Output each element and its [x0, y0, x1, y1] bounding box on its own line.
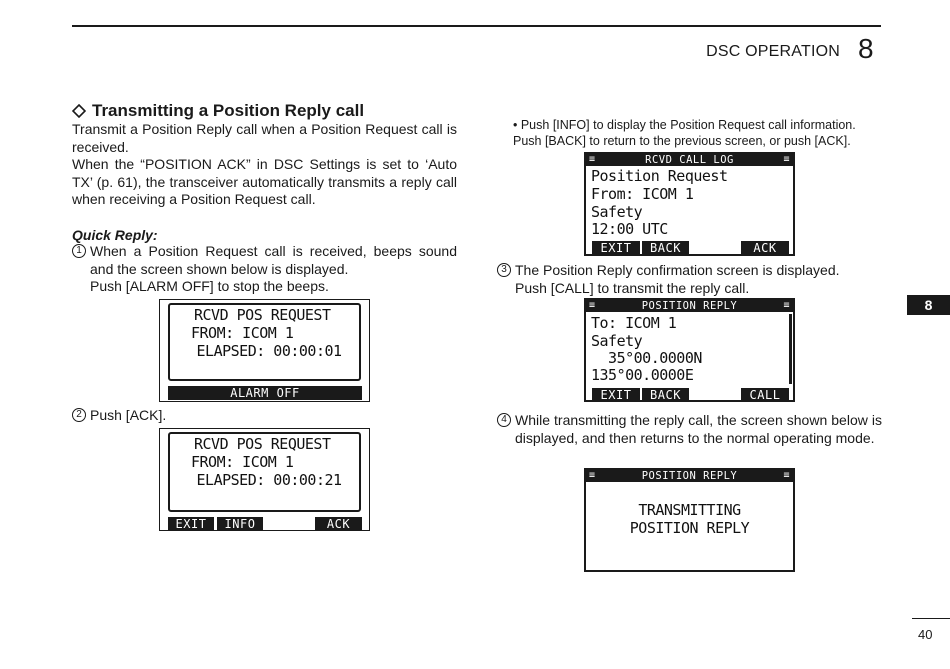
- lcd-line: ELAPSED: 00:00:21: [188, 471, 342, 489]
- section-title: [72, 101, 364, 121]
- step-text-2: Push [CALL] to transmit the reply call.: [515, 279, 750, 296]
- lcd-line: Safety: [591, 203, 643, 221]
- menu-icon: ≡: [589, 300, 596, 311]
- lcd-title: RCVD CALL LOG: [645, 154, 734, 166]
- menu-icon: ≡: [783, 154, 790, 165]
- lcd-title: POSITION REPLY: [641, 470, 738, 482]
- softkey-exit[interactable]: EXIT: [592, 388, 640, 402]
- menu-icon: ≡: [589, 154, 596, 165]
- step-text: Push [ACK].: [90, 407, 167, 423]
- quick-reply-heading: Quick Reply:: [72, 227, 158, 243]
- section-header: DSC OPERATION: [706, 43, 840, 60]
- lcd-line: RCVD POS REQUEST: [194, 435, 331, 453]
- step-3: [497, 262, 882, 297]
- lcd-screen-ack: [159, 428, 370, 531]
- lcd-line: POSITION REPLY: [629, 519, 750, 537]
- softkey-call[interactable]: CALL: [741, 388, 789, 402]
- softkey-back[interactable]: BACK: [642, 388, 689, 402]
- step-marker: 3: [497, 263, 511, 277]
- lcd-title-bar: [586, 300, 793, 312]
- chapter-number: 8: [858, 33, 874, 64]
- softkey-back[interactable]: BACK: [642, 241, 689, 255]
- lcd-line: From: ICOM 1: [591, 185, 694, 203]
- lcd-title-bar: [586, 154, 793, 166]
- scrollbar[interactable]: [789, 314, 792, 384]
- softkey-ack[interactable]: ACK: [315, 517, 362, 531]
- softkey-alarm-off[interactable]: ALARM OFF: [168, 386, 362, 400]
- intro-paragraph-1: Transmit a Position Reply call when a Position Request call is received.: [72, 121, 457, 155]
- info-bullet: • Push [INFO] to display the Position Request call information. Push [BACK] to return to the previous screen, or push [ACK].: [513, 118, 856, 148]
- lcd-screen-transmitting: [584, 468, 795, 572]
- page-number: 40: [918, 627, 933, 642]
- footer-rule: [912, 618, 950, 619]
- header-rule: [72, 25, 881, 27]
- lcd-screen-call-log: [584, 152, 795, 256]
- lcd-line: FROM: ICOM 1: [191, 453, 294, 471]
- lcd-line: ELAPSED: 00:00:01: [188, 342, 342, 360]
- lcd-line: 135°00.0000E: [591, 366, 694, 384]
- lcd-line: RCVD POS REQUEST: [194, 306, 331, 324]
- lcd-screen-position-reply: [584, 298, 795, 402]
- step-text-2: Push [ALARM OFF] to stop the beeps.: [90, 278, 329, 294]
- lcd-line: 12:00 UTC: [591, 220, 668, 238]
- step-text: The Position Reply confirmation screen is displayed.: [515, 262, 840, 278]
- step-text: When a Position Request call is received, beeps sound and the screen shown below is displayed.: [90, 243, 457, 277]
- step-1: [72, 243, 457, 296]
- step-2: [72, 407, 272, 425]
- lcd-line: Safety: [591, 332, 643, 350]
- step-marker: 4: [497, 413, 511, 427]
- lcd-screen-alarm: [159, 299, 370, 402]
- lcd-title-bar: [586, 470, 793, 482]
- section-title-text: Transmitting a Position Reply call: [92, 101, 365, 120]
- lcd-line: TRANSMITTING: [638, 501, 741, 519]
- softkey-exit[interactable]: EXIT: [592, 241, 640, 255]
- lcd-line: To: ICOM 1: [591, 314, 677, 332]
- lcd-line: FROM: ICOM 1: [191, 324, 294, 342]
- diamond-icon: [72, 104, 86, 118]
- step-marker: 1: [72, 244, 86, 258]
- step-marker: 2: [72, 408, 86, 422]
- softkey-ack[interactable]: ACK: [741, 241, 789, 255]
- lcd-line: 35°00.0000N: [591, 349, 702, 367]
- step-text: While transmitting the reply call, the screen shown below is displayed, and then returns to the normal operating mode.: [515, 412, 882, 446]
- menu-icon: ≡: [783, 300, 790, 311]
- lcd-line: Position Request: [591, 167, 728, 185]
- intro-paragraph-2: When the “POSITION ACK” in DSC Settings is set to ‘Auto TX’ (p. 61), the transceiver automatically transmits a reply call when receiving a Position Request call.: [72, 156, 457, 207]
- softkey-info[interactable]: INFO: [217, 517, 263, 531]
- lcd-title: POSITION REPLY: [641, 300, 738, 312]
- softkey-exit[interactable]: EXIT: [168, 517, 214, 531]
- menu-icon: ≡: [783, 470, 790, 481]
- menu-icon: ≡: [589, 470, 596, 481]
- chapter-side-tab: 8: [907, 295, 950, 315]
- step-4: [497, 412, 882, 447]
